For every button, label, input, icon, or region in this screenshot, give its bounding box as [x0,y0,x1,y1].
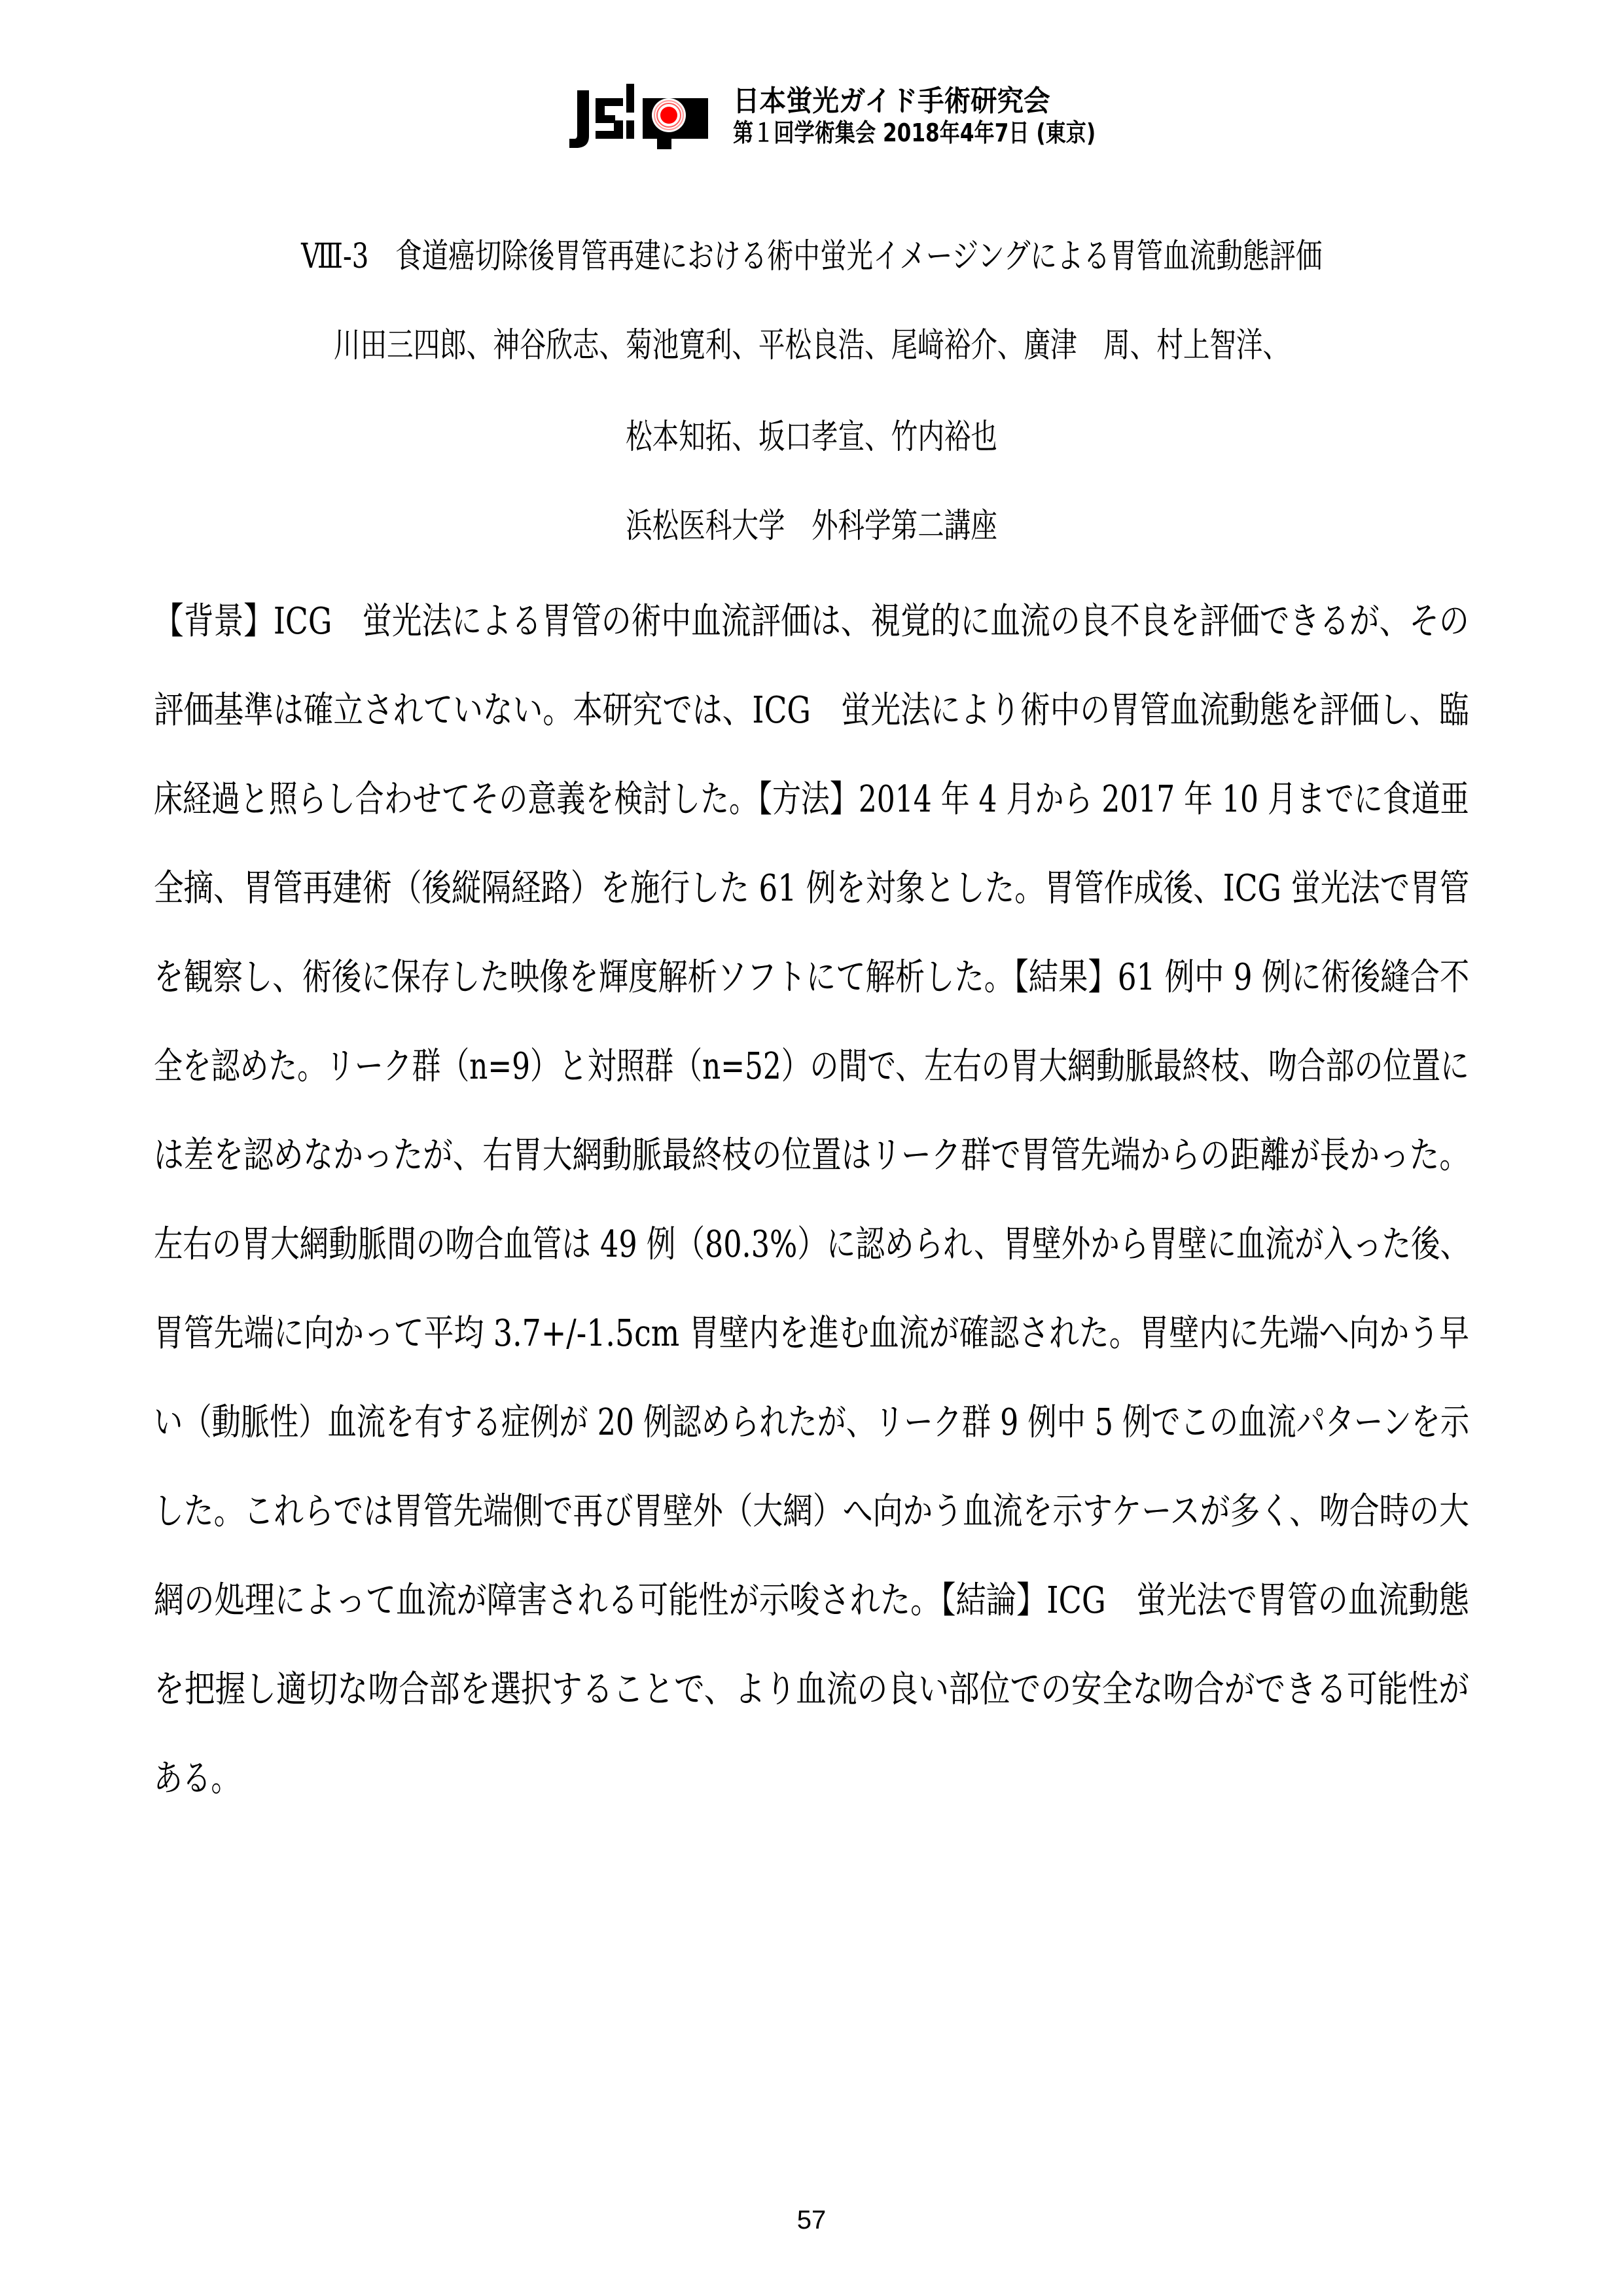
authors-line-2: 松本知拓、坂口孝宣、竹内裕也 [626,418,997,457]
body-line [154,1402,1469,1491]
body-line-text: した。これらでは胃管先端側で再び胃壁外（大網）へ向かう血流を示すケースが多く、吻合時の大 [154,1490,1469,1533]
body-line-text: 評価基準は確立されていない。本研究では、ICG 蛍光法により術中の胃管血流動態を評価し、臨 [154,689,1469,732]
body-line [154,1135,1469,1224]
body-line [154,779,1469,868]
authors-row-2 [0,418,1623,457]
abstract-body [154,601,1469,1847]
affiliation: 浜松医科大学 外科学第二講座 [626,507,997,546]
meeting-info: 第１回学術集会 2018年4年7日 (東京) [733,118,1096,147]
body-line-text: ある。 [154,1757,240,1800]
body-line-text: 【背景】ICG 蛍光法による胃管の術中血流評価は、視覚的に血流の良不良を評価できるが、その [154,600,1469,643]
authors-line-1: 川田三四郎、神谷欣志、菊池寛利、平松良浩、尾﨑裕介、廣津 周、村上智洋、 [333,326,1290,365]
organization-name: 日本蛍光ガイド手術研究会 [733,84,1050,118]
body-line [154,1491,1469,1580]
body-line-text: 網の処理によって血流が障害される可能性が示唆された。【結論】ICG 蛍光法で胃管の血流動態 [154,1579,1469,1622]
body-line [154,601,1469,690]
body-line-text: を把握し適切な吻合部を選択することで、より血流の良い部位での安全な吻合ができる可能性が [154,1668,1469,1711]
affiliation-row [0,507,1623,546]
jsfgs-logo [564,79,721,151]
body-line [154,1313,1469,1402]
abstract-title: Ⅷ-3 食道癌切除後胃管再建における術中蛍光イメージングによる胃管血流動態評価 [300,237,1323,276]
authors-row-1 [0,326,1623,365]
body-line-text: 床経過と照らし合わせてその意義を検討した。【方法】2014 年 4 月から 2017 年 10 月までに食道亜 [154,778,1469,821]
body-line [154,1224,1469,1313]
body-line [154,1580,1469,1669]
body-line-text: 全を認めた。リーク群（n=9）と対照群（n=52）の間で、左右の胃大網動脈最終枝、吻合部の位置に [154,1045,1469,1088]
body-line [154,1669,1469,1758]
body-line-text: 全摘、胃管再建術（後縦隔経路）を施行した 61 例を対象とした。胃管作成後、ICG 蛍光法で胃管 [154,867,1470,910]
body-line-text: は差を認めなかったが、右胃大網動脈最終枝の位置はリーク群で胃管先端からの距離が長かった。 [154,1134,1469,1177]
body-line-text: 左右の胃大網動脈間の吻合血管は 49 例（80.3%）に認められ、胃壁外から胃壁に血流が入った後、 [154,1223,1470,1266]
body-line [154,868,1469,957]
abstract-title-row [0,237,1623,276]
body-line [154,1758,1469,1847]
body-line-text: 胃管先端に向かって平均 3.7+/-1.5cm 胃壁内を進む血流が確認された。胃壁内に先端へ向かう早 [154,1312,1469,1355]
body-line-text: を観察し、術後に保存した映像を輝度解析ソフトにて解析した。【結果】61 例中 9 例に術後縫合不 [154,956,1470,999]
page-number: 57 [796,2206,827,2234]
body-line [154,957,1469,1046]
conference-header [564,79,1096,151]
body-line [154,690,1469,779]
body-line-text: い（動脈性）血流を有する症例が 20 例認められたが、リーク群 9 例中 5 例でこの血流パターンを示 [154,1401,1470,1444]
body-line [154,1046,1469,1135]
